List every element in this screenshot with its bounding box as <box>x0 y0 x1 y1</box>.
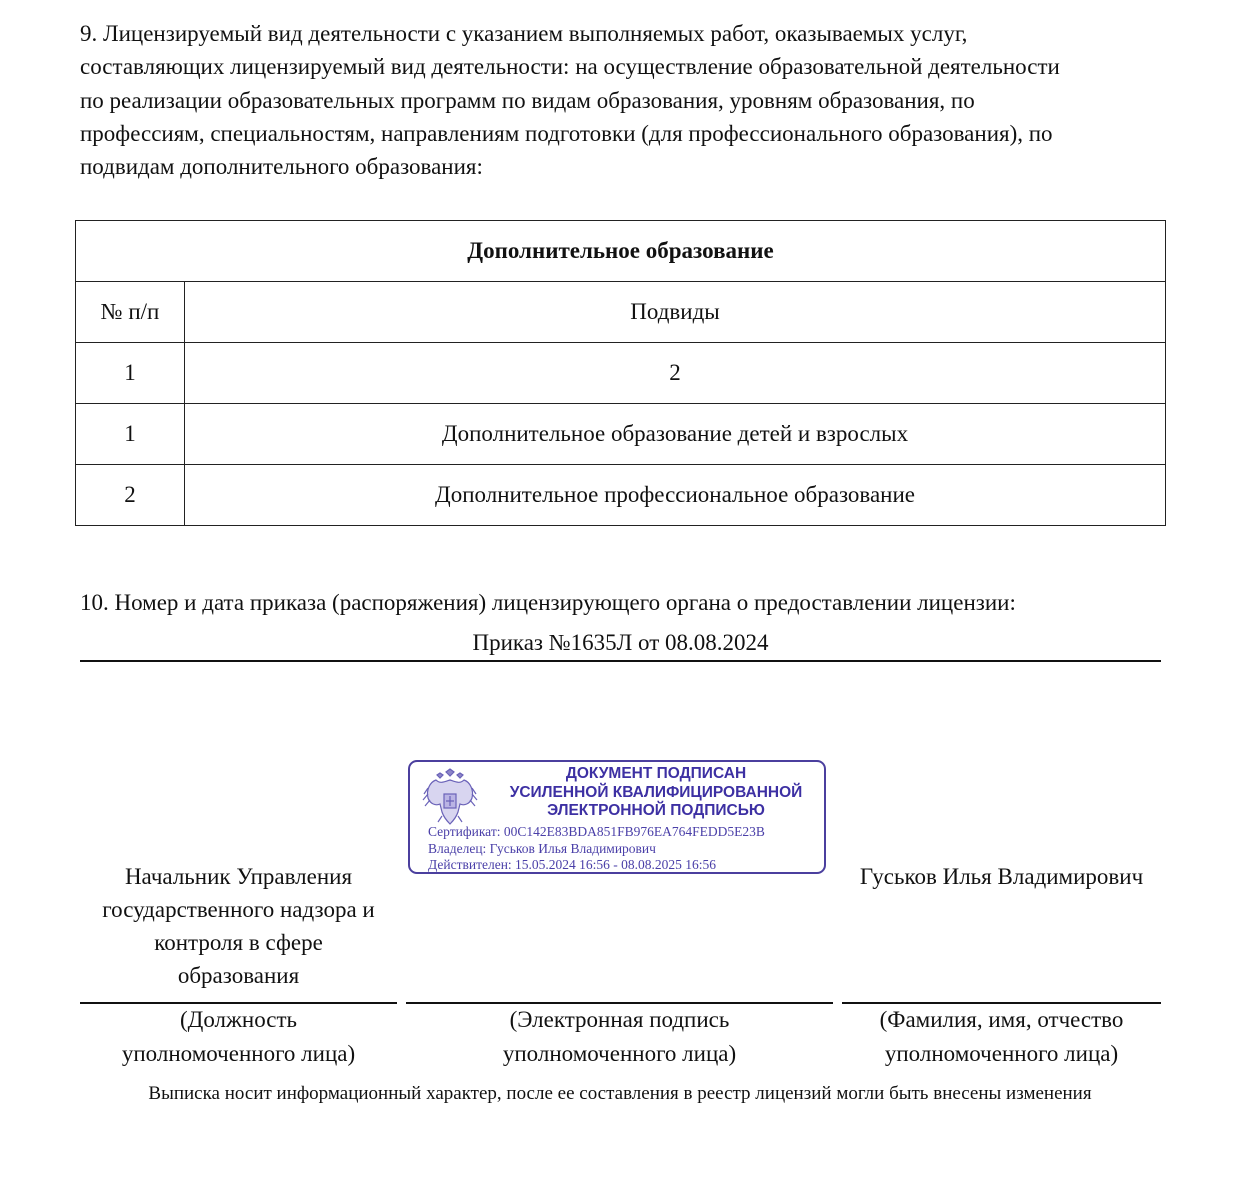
row-number: 2 <box>76 465 185 526</box>
order-number: Приказ №1635Л от 08.08.2024 <box>80 630 1161 662</box>
caption-line: (Должность <box>179 1007 298 1032</box>
stamp-info <box>428 824 765 874</box>
stamp-heading-line: УСИЛЕННОЙ КВАЛИФИЦИРОВАННОЙ <box>509 783 803 801</box>
signer-position-line: государственного надзора и <box>102 897 375 922</box>
russian-coat-of-arms-icon <box>422 768 478 828</box>
stamp-certificate: Сертификат: 00C142E83BDA851FB976EA764FEDD5E23B <box>428 824 765 839</box>
additional-education-table <box>75 220 1166 526</box>
section-9-line: составляющих лицензируемый вид деятельности: на осуществление образовательной деятельности <box>80 54 1060 80</box>
section-9-paragraph <box>80 17 1170 183</box>
esignature-caption <box>406 1003 833 1071</box>
signer-name: Гуськов Илья Владимирович <box>859 864 1144 889</box>
column-number-1: 1 <box>76 343 185 404</box>
table-header-row <box>76 282 1166 343</box>
caption-line: уполномоченного лица) <box>121 1041 356 1066</box>
stamp-owner: Владелец: Гуськов Илья Владимирович <box>428 840 656 856</box>
stamp-heading-line: ЭЛЕКТРОННОЙ ПОДПИСЬЮ <box>547 802 765 819</box>
caption-line: уполномоченного лица) <box>502 1041 737 1066</box>
row-number: 1 <box>76 404 185 465</box>
section-10-label: 10. Номер и дата приказа (распоряжения) лицензирующего органа о предоставлении лицензии: <box>80 590 1016 615</box>
signer-position-line: Начальник Управления <box>124 864 353 889</box>
signer-position-line: контроля в сфере <box>154 930 323 955</box>
signer-position <box>80 860 397 992</box>
electronic-signature-stamp <box>408 760 826 874</box>
stamp-heading-line: ДОКУМЕНТ ПОДПИСАН <box>565 765 747 782</box>
table-row <box>76 404 1166 465</box>
table-title-row <box>76 221 1166 282</box>
position-caption <box>80 1003 397 1071</box>
section-9-line: 9. Лицензируемый вид деятельности с указанием выполняемых работ, оказываемых услуг, <box>80 21 968 46</box>
header-subtypes: Подвиды <box>185 282 1166 343</box>
section-9-line: профессиям, специальностям, направлениям подготовки (для профессионального образования), по <box>80 120 1053 146</box>
caption-line: уполномоченного лица) <box>884 1041 1119 1066</box>
table-column-number-row <box>76 343 1166 404</box>
row-subtype: Дополнительное образование детей и взрослых <box>185 404 1166 465</box>
header-number: № п/п <box>76 282 185 343</box>
row-subtype: Дополнительное профессиональное образование <box>185 465 1166 526</box>
signer-position-line: образования <box>177 963 300 988</box>
stamp-validity: Действителен: 15.05.2024 16:56 - 08.08.2025 16:56 <box>428 857 717 872</box>
footer-disclaimer: Выписка носит информационный характер, после ее составления в реестр лицензий могли быть внесены изменения <box>148 1083 1092 1104</box>
section-9-line: подвидам дополнительного образования: <box>80 154 483 180</box>
name-caption <box>842 1003 1161 1071</box>
table-row <box>76 465 1166 526</box>
table-title: Дополнительное образование <box>76 221 1166 282</box>
caption-line: (Электронная подпись <box>509 1007 730 1032</box>
section-9-line: по реализации образовательных программ по видам образования, уровням образования, по <box>80 87 975 113</box>
caption-line: (Фамилия, имя, отчество <box>879 1007 1124 1032</box>
column-number-2: 2 <box>185 343 1166 404</box>
stamp-heading <box>488 765 824 821</box>
